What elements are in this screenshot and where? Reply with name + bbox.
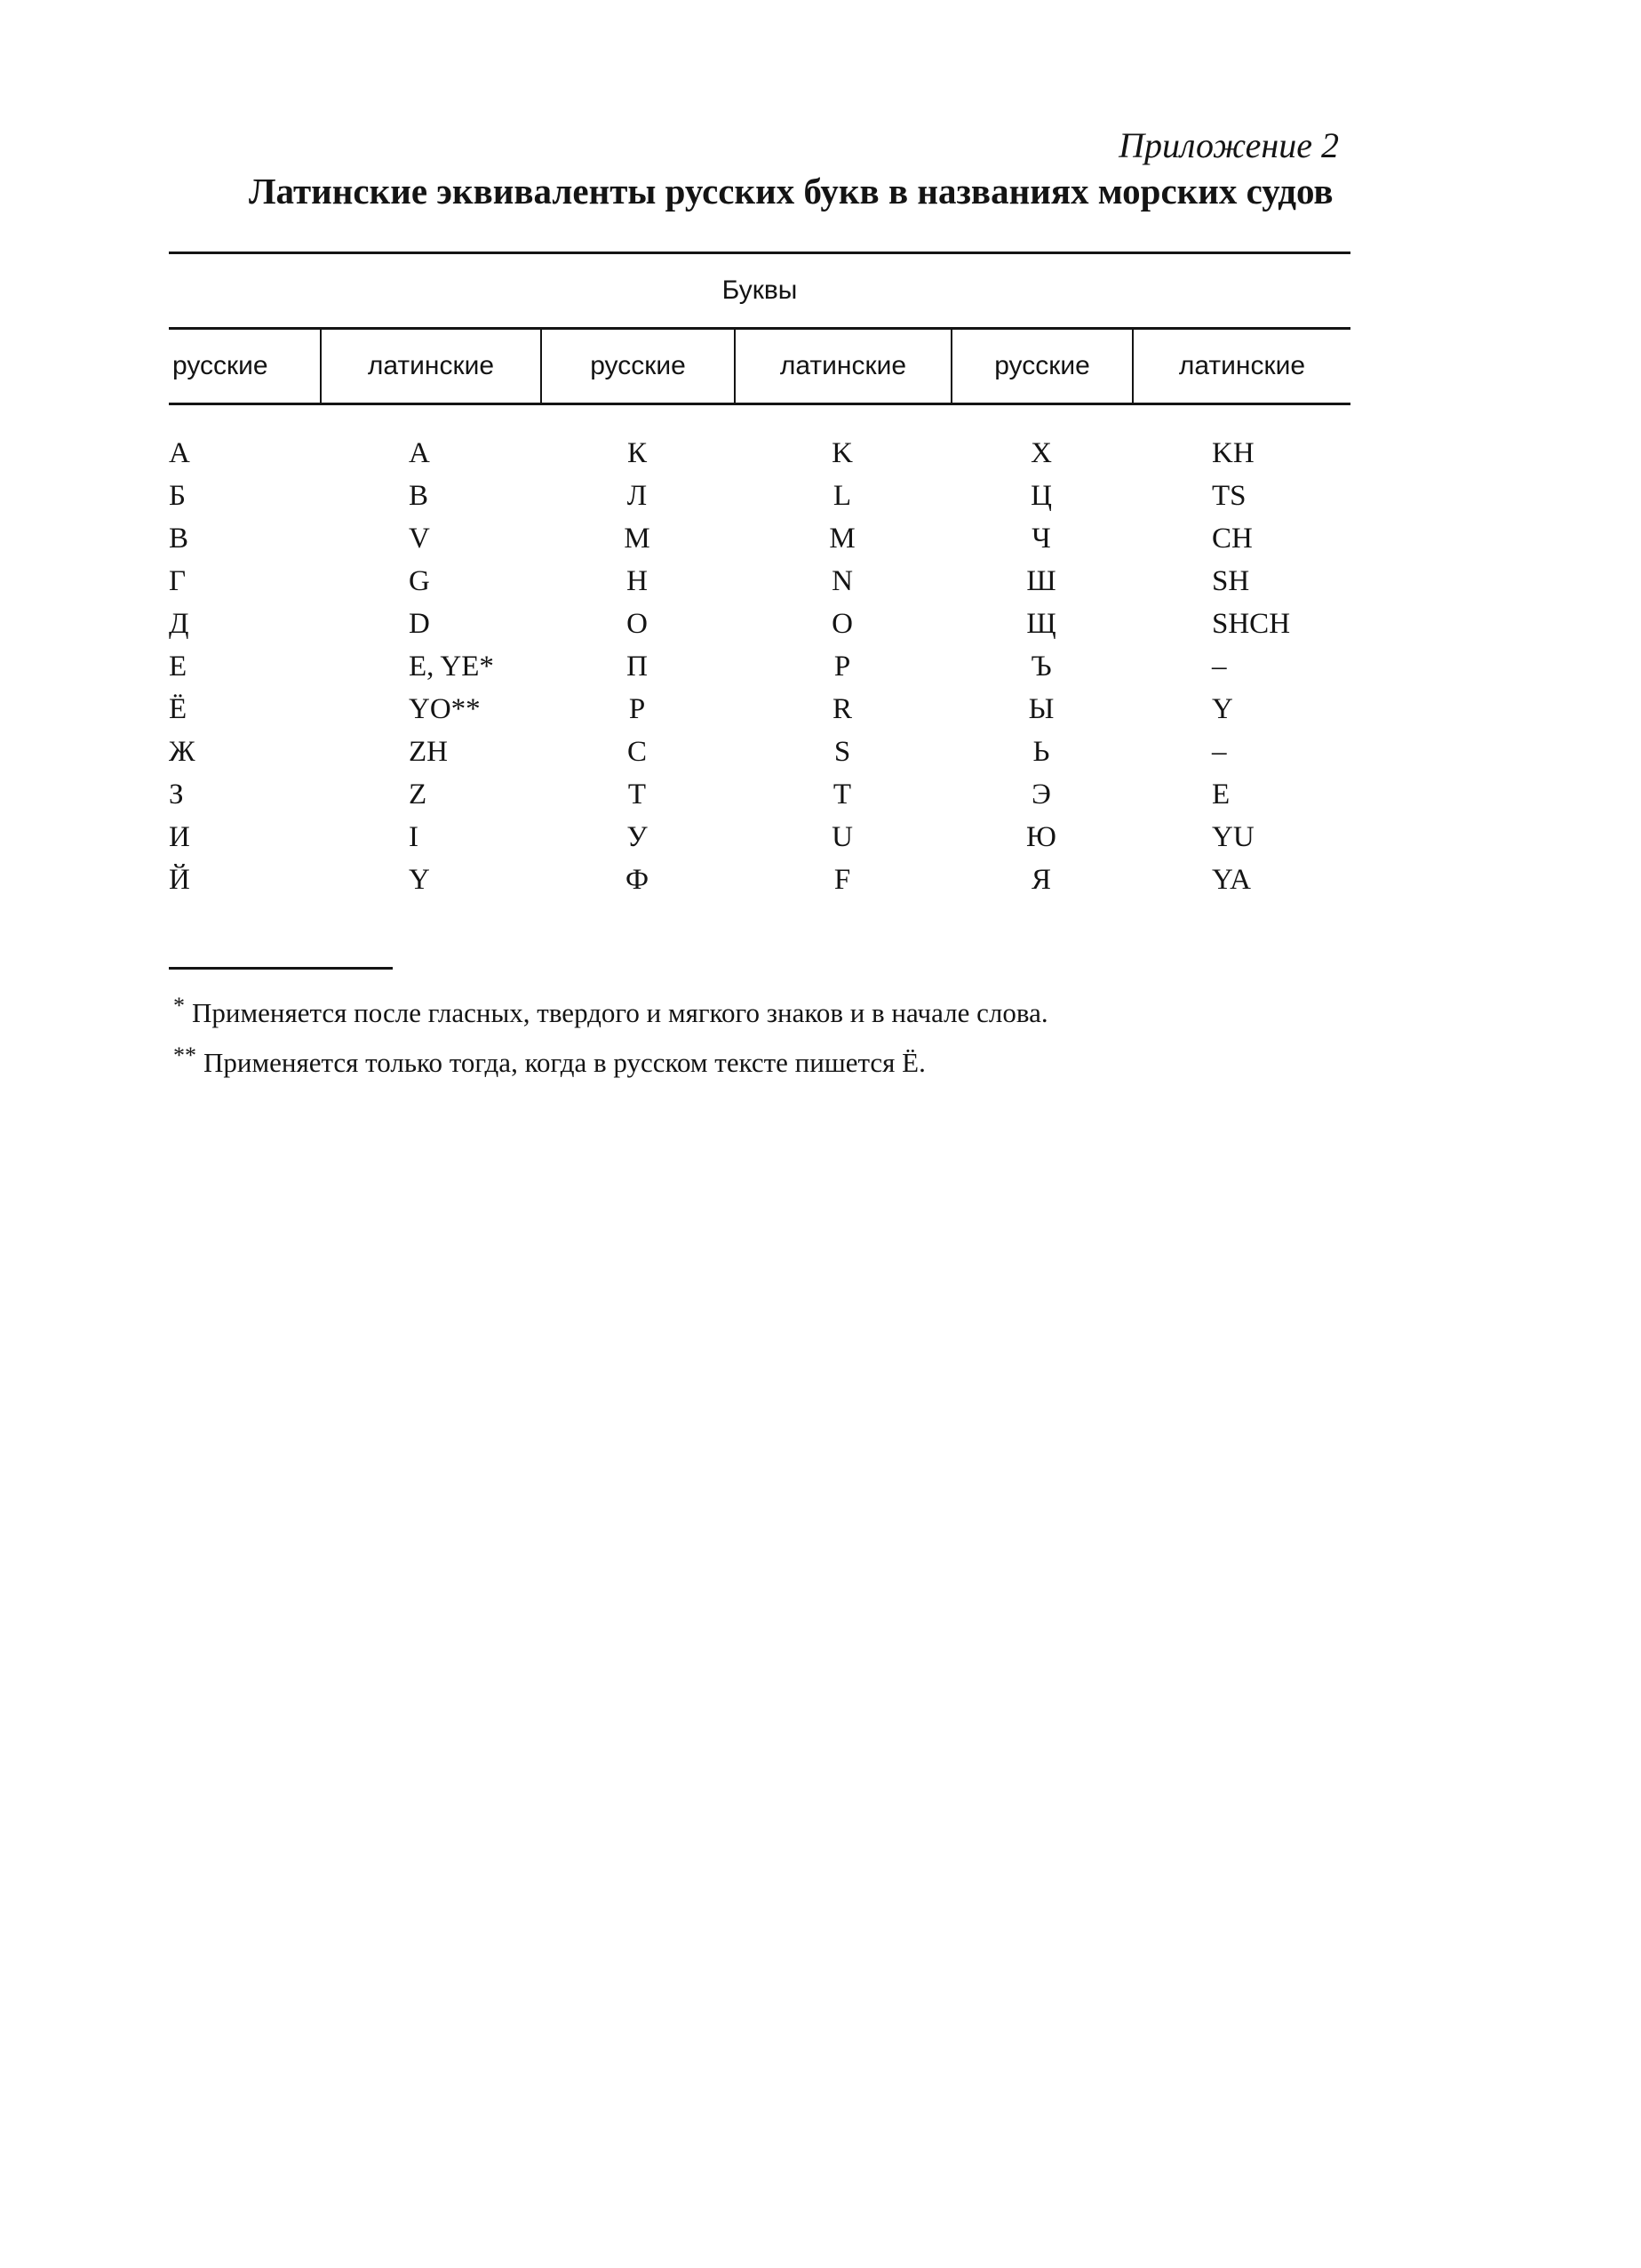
- cell-latin: ZH: [409, 736, 448, 768]
- table-row: [169, 603, 1350, 645]
- table-row: [169, 773, 1350, 816]
- cell-latin: E: [1212, 779, 1231, 811]
- table-row: [169, 858, 1350, 901]
- cell-latin: T: [832, 779, 852, 811]
- footnote-text: Применяется после гласных, твердого и мягкого знаков и в начале слова.: [192, 997, 1048, 1028]
- cell-latin: U: [832, 821, 853, 853]
- table-row: [169, 560, 1350, 603]
- table-row: [169, 475, 1350, 517]
- cell-russian: И: [169, 821, 190, 853]
- cell-russian: Б: [169, 480, 186, 512]
- cell-russian: Х: [1031, 437, 1052, 469]
- cell-russian: Ь: [1032, 736, 1050, 768]
- transliteration-table: [169, 252, 1350, 901]
- cell-russian: Ч: [1032, 523, 1051, 555]
- cell-russian: Ц: [1031, 480, 1052, 512]
- cell-latin: YA: [1212, 864, 1252, 896]
- cell-latin: V: [409, 523, 430, 555]
- cell-russian: Ю: [1026, 821, 1056, 853]
- cell-latin: K: [832, 437, 853, 469]
- column-header-latin: латинские: [1132, 330, 1350, 403]
- cell-russian: Я: [1031, 864, 1051, 896]
- cell-russian: Д: [169, 608, 189, 640]
- cell-russian: С: [626, 736, 647, 768]
- column-header-russian: русские: [540, 330, 734, 403]
- cell-russian: Л: [626, 480, 648, 512]
- cell-latin: –: [1212, 736, 1227, 768]
- cell-russian: У: [626, 821, 648, 853]
- table-row: [169, 432, 1350, 475]
- cell-russian: Ъ: [1031, 651, 1052, 683]
- cell-russian: Р: [628, 693, 646, 725]
- cell-russian: Ш: [1026, 565, 1056, 597]
- footnote: [173, 1034, 1048, 1084]
- cell-latin: Z: [409, 779, 427, 811]
- cell-latin: N: [832, 565, 853, 597]
- cell-latin: B: [409, 480, 429, 512]
- cell-russian: Г: [169, 565, 187, 597]
- table-body: [169, 405, 1350, 901]
- table-row: [169, 731, 1350, 773]
- cell-russian: Э: [1032, 779, 1051, 811]
- cell-russian: Ф: [625, 864, 649, 896]
- column-header-latin: латинские: [320, 330, 540, 403]
- cell-latin: P: [833, 651, 851, 683]
- cell-latin: O: [832, 608, 853, 640]
- cell-latin: L: [832, 480, 852, 512]
- cell-russian: П: [626, 651, 648, 683]
- cell-latin: –: [1212, 651, 1227, 683]
- cell-latin: SHCH: [1212, 608, 1291, 640]
- cell-latin: KH: [1212, 437, 1255, 469]
- cell-latin: TS: [1212, 480, 1247, 512]
- group-header: Буквы: [721, 276, 798, 305]
- footnote-separator: [169, 967, 393, 970]
- cell-latin: F: [833, 864, 851, 896]
- cell-latin: I: [409, 821, 418, 853]
- footnote-mark: **: [173, 1042, 196, 1068]
- column-headers: [169, 330, 1350, 403]
- cell-latin: CH: [1212, 523, 1253, 555]
- cell-russian: Ё: [169, 693, 187, 725]
- table-row: [169, 816, 1350, 858]
- footnote: [173, 985, 1048, 1034]
- cell-russian: З: [169, 779, 184, 811]
- cell-russian: Ы: [1028, 693, 1055, 725]
- column-header-russian: русские: [951, 330, 1132, 403]
- cell-latin: A: [409, 437, 430, 469]
- page-title: Латинские эквиваленты русских букв в названиях морских судов: [249, 171, 1334, 212]
- cell-latin: S: [833, 736, 851, 768]
- cell-russian: О: [626, 608, 648, 640]
- cell-latin: YU: [1212, 821, 1255, 853]
- cell-latin: D: [409, 608, 430, 640]
- cell-latin: SH: [1212, 565, 1250, 597]
- cell-russian: Ж: [169, 736, 195, 768]
- cell-latin: Y: [409, 864, 430, 896]
- cell-latin: YO**: [409, 693, 481, 725]
- cell-latin: G: [409, 565, 430, 597]
- cell-latin: E, YE*: [409, 651, 494, 683]
- cell-russian: Е: [169, 651, 187, 683]
- table-row: [169, 645, 1350, 688]
- footnote-mark: *: [173, 993, 185, 1018]
- footnote-text: Применяется только тогда, когда в русском тексте пишется Ё.: [203, 1047, 926, 1078]
- cell-russian: Т: [627, 779, 647, 811]
- cell-russian: В: [169, 523, 189, 555]
- cell-russian: М: [624, 523, 650, 555]
- appendix-label: Приложение 2: [1119, 125, 1339, 165]
- cell-russian: Щ: [1026, 608, 1056, 640]
- cell-russian: Н: [626, 565, 648, 597]
- cell-latin: M: [829, 523, 856, 555]
- cell-russian: А: [169, 437, 190, 469]
- cell-russian: К: [626, 437, 647, 469]
- table-row: [169, 517, 1350, 560]
- footnotes: [173, 985, 1048, 1084]
- cell-russian: Й: [169, 864, 190, 896]
- column-header-russian: русские: [172, 351, 268, 380]
- column-header-latin: латинские: [734, 330, 951, 403]
- table-row: [169, 688, 1350, 731]
- cell-latin: Y: [1212, 693, 1233, 725]
- cell-latin: R: [832, 693, 852, 725]
